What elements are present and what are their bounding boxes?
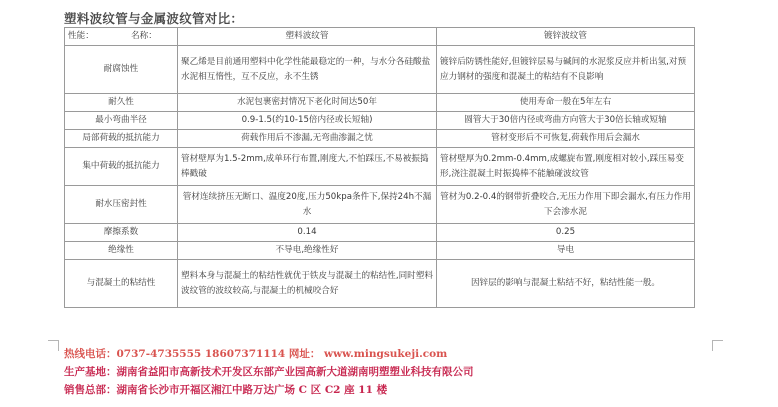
- metal-cell: 0.25: [437, 224, 695, 242]
- perf-label: 性能：: [68, 31, 94, 41]
- margin-corner-mark-left: [48, 340, 59, 351]
- plastic-cell: 不导电,绝缘性好: [178, 242, 437, 260]
- table-row: [65, 260, 695, 308]
- row-label: 摩擦系数: [65, 224, 178, 242]
- metal-cell: 管材变形后不可恢复,荷载作用后会漏水: [437, 130, 695, 148]
- row-label: 最小弯曲半径: [65, 112, 178, 130]
- name-label: 名称：: [131, 31, 157, 41]
- metal-cell: 因锌层的影响与混凝土粘结不好，粘结性能一般。: [437, 260, 695, 308]
- table-row: [65, 112, 695, 130]
- plastic-cell: 聚乙烯是目前通用塑料中化学性能最稳定的一种，与水分各硅酸盐水泥相互惰性，互不反应，永不生锈: [178, 46, 437, 94]
- plastic-cell: 管材连续挤压无断口、温度20度,压力50kpa条件下,保持24h不漏水: [178, 186, 437, 224]
- table-row: [65, 186, 695, 224]
- header-corner-cell: [65, 28, 178, 46]
- row-label: 耐腐蚀性: [65, 46, 178, 94]
- comparison-table: [64, 27, 695, 308]
- table-header-row: [65, 28, 695, 46]
- production-base-line: 生产基地：湖南省益阳市高新技术开发区东部产业园高新大道湖南明塑塑业科技有限公司: [64, 366, 474, 378]
- plastic-cell: 0.14: [178, 224, 437, 242]
- row-label: 绝缘性: [65, 242, 178, 260]
- table-row: [65, 94, 695, 112]
- contact-footer: [64, 345, 474, 399]
- table-row: [65, 224, 695, 242]
- metal-cell: 管材壁厚为0.2mm-0.4mm,成螺旋布置,刚度相对较小,踩压易变形,浇注混凝土时振捣棒不能触碰波纹管: [437, 148, 695, 186]
- margin-corner-mark-right: [712, 340, 723, 351]
- plastic-cell: 0.9-1.5(约10-15倍内径或长短轴): [178, 112, 437, 130]
- row-label: 集中荷载的抵抗能力: [65, 148, 178, 186]
- table-row: [65, 242, 695, 260]
- metal-cell: 导电: [437, 242, 695, 260]
- col-header-plastic: 塑料波纹管: [178, 28, 437, 46]
- hotline-line: 热线电话：0737-4735555 18607371114 网址： www.mingsukeji.com: [64, 348, 448, 360]
- plastic-cell: 塑料本身与混凝土的粘结性就优于铁皮与混凝土的粘结性,同时塑料波纹管的波纹较高,与混凝土的机械咬合好: [178, 260, 437, 308]
- sales-hq-line: 销售总部：湖南省长沙市开福区湘江中路万达广场 C 区 C2 座 11 楼: [64, 384, 388, 396]
- col-header-metal: 镀锌波纹管: [437, 28, 695, 46]
- row-label: 耐久性: [65, 94, 178, 112]
- row-label: 与混凝土的粘结性: [65, 260, 178, 308]
- plastic-cell: 水泥包裹密封情况下老化时间达50年: [178, 94, 437, 112]
- plastic-cell: 荷载作用后不渗漏,无弯曲渗漏之忧: [178, 130, 437, 148]
- table-row: [65, 46, 695, 94]
- table-row: [65, 148, 695, 186]
- metal-cell: 使用寿命一般在5年左右: [437, 94, 695, 112]
- metal-cell: 镀锌后防锈性能好,但镀锌层易与碱间的水泥浆反应并析出氢,对预应力钢材的强度和混凝土的粘结有不良影响: [437, 46, 695, 94]
- table-row: [65, 130, 695, 148]
- page-title: 塑料波纹管与金属波纹管对比：: [64, 11, 244, 26]
- metal-cell: 管材为0.2-0.4的钢带折叠咬合,无压力作用下即会漏水,有压力作用下会渗水泥: [437, 186, 695, 224]
- row-label: 耐水压密封性: [65, 186, 178, 224]
- row-label: 局部荷载的抵抗能力: [65, 130, 178, 148]
- metal-cell: 圆管大于30倍内径或弯曲方向管大于30倍长轴或短轴: [437, 112, 695, 130]
- plastic-cell: 管材壁厚为1.5-2mm,成单环行布置,刚度大,不怕踩压,不易被振捣棒戳破: [178, 148, 437, 186]
